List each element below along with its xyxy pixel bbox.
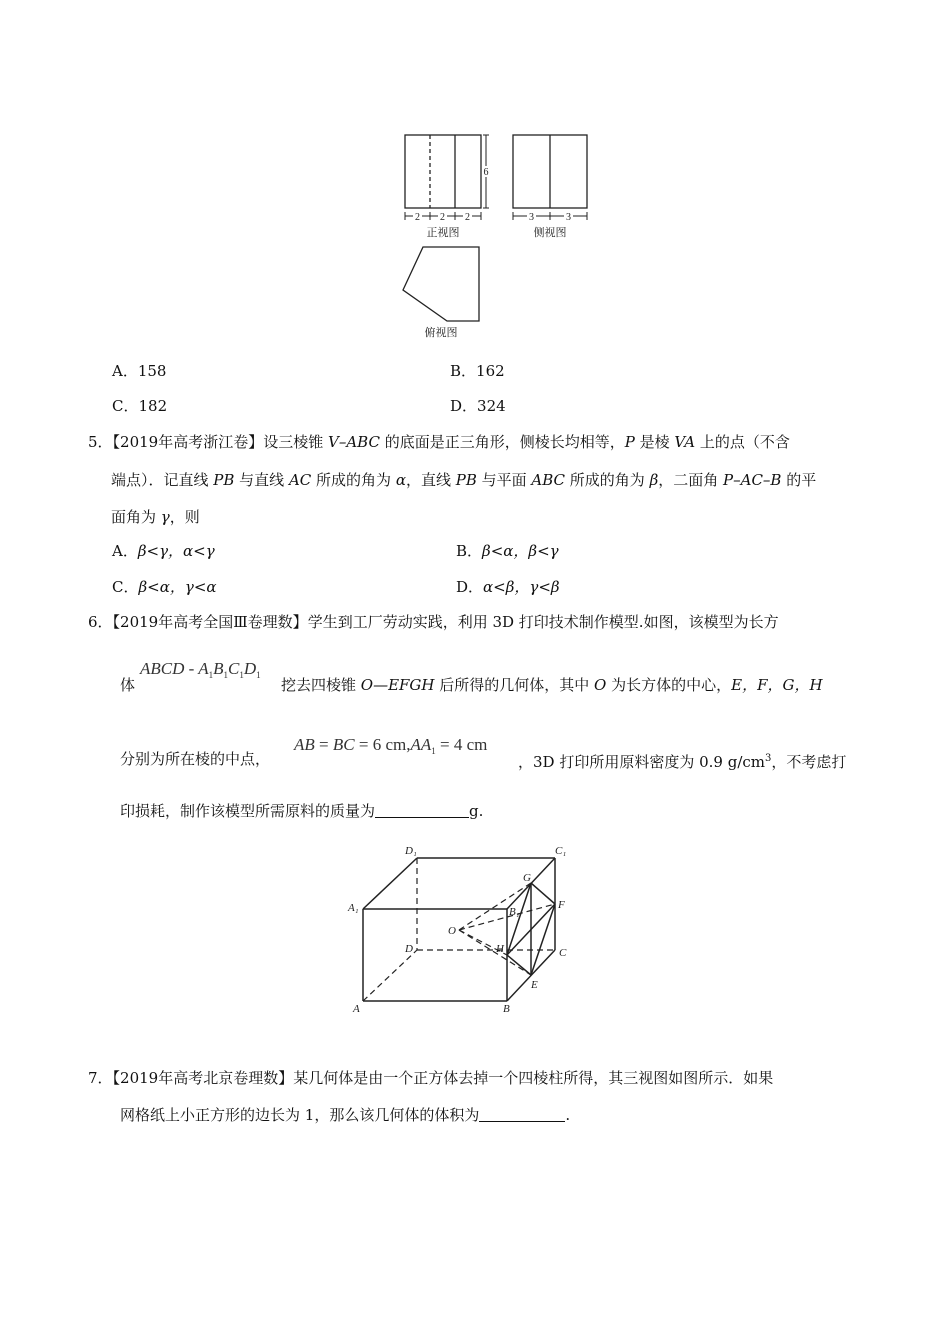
q7-answer-blank[interactable] [479, 1105, 565, 1122]
q6-line-3: ，3D 打印所用原料密度为 0.9 $g/cm^3$，不考虑打 [518, 753, 847, 771]
label-d: D [405, 943, 413, 955]
q4-option-d[interactable]: D．324 [450, 397, 506, 415]
three-view-figure [375, 125, 615, 340]
q7-line-2: 网格纸上小正方形的边长为 1，那么该几何体的体积为 . [120, 1106, 571, 1124]
label-f: F [558, 899, 565, 911]
label-h: H [496, 943, 504, 955]
q5-source: 【2019年高考浙江卷】 [112, 433, 264, 451]
side-dim-2: 3 [566, 212, 571, 223]
dimension-formula: AB = BC = 6 $cm,AA_1 = 4$ cm [294, 735, 488, 756]
q6-source: 【2019年高考全国Ⅲ卷理数】 [112, 613, 308, 631]
q5-line-2: 端点）．记直线 PB 与直线 AC 所成的角为 α，直线 PB 与平面 ABC 所成的角为 β，二面角 P–AC–B 的平 [111, 471, 817, 489]
label-a1: A₁ [348, 902, 359, 914]
q4-option-b[interactable]: B．162 [450, 362, 505, 380]
q5-line-1: 5．【2019年高考浙江卷】设三棱锥 V–ABC 的底面是正三角形，侧棱长均相等，P 是棱 VA 上的点（不含 [88, 433, 790, 451]
front-dim-3: 2 [465, 212, 470, 223]
label-b: B [503, 1003, 510, 1015]
q7-number: 7． [88, 1069, 113, 1087]
q6-line-2-prefix: 体 [120, 676, 136, 694]
q5-number: 5． [88, 433, 113, 451]
top-view-outline [403, 247, 479, 321]
label-c: C [559, 947, 567, 959]
q5-option-a[interactable]: A．β<γ，α<γ [112, 542, 215, 560]
front-view-label: 正视图 [426, 227, 460, 239]
front-dim-1: 2 [415, 212, 420, 223]
height-dim-label: 6 [483, 167, 489, 178]
label-c1: C₁ [555, 845, 567, 857]
side-dim-1: 3 [529, 212, 534, 223]
q6-line-1: 6．【2019年高考全国Ⅲ卷理数】学生到工厂劳动实践，利用 3D 打印技术制作模型.如图，该模型为长方 [88, 613, 779, 631]
front-dim-2: 2 [440, 212, 445, 223]
label-b1: B₁ [509, 906, 520, 918]
q4-option-a[interactable]: A．158 [112, 362, 167, 380]
label-d1: D₁ [405, 845, 417, 857]
q6-answer-blank[interactable] [375, 801, 469, 818]
q4-option-c[interactable]: C．182 [112, 397, 168, 415]
q5-option-b[interactable]: B．β<α，β<γ [456, 542, 559, 560]
top-view-label: 俯视图 [424, 327, 458, 339]
front-view-outline [405, 135, 481, 208]
label-e: E [531, 979, 538, 991]
q6-line-2: 挖去四棱锥 O—EFGH 后所得的几何体，其中 O 为长方体的中心，E，F，G，H [281, 676, 823, 694]
cuboid-figure [345, 838, 585, 1018]
q7-line-1: 7．【2019年高考北京卷理数】某几何体是由一个正方体去掉一个四棱柱所得，其三视图如图所示．如果 [88, 1069, 774, 1087]
q6-line-3-prefix: 分别为所在棱的中点， [120, 750, 271, 768]
cuboid-name-formula: ABCD - $A_1B_1C_1D_1$ [140, 659, 261, 680]
q5-option-d[interactable]: D．α<β，γ<β [456, 578, 560, 596]
q7-source: 【2019年高考北京卷理数】 [112, 1069, 294, 1087]
label-a: A [353, 1003, 360, 1015]
side-view-label: 侧视图 [533, 227, 567, 239]
q6-number: 6． [88, 613, 113, 631]
q6-line-4: 印损耗，制作该模型所需原料的质量为 g. [120, 802, 484, 820]
label-g: G [523, 872, 531, 884]
q5-option-c[interactable]: C．β<α，γ<α [112, 578, 217, 596]
label-o: O [448, 925, 456, 937]
q5-line-3: 面角为 γ，则 [111, 508, 200, 526]
